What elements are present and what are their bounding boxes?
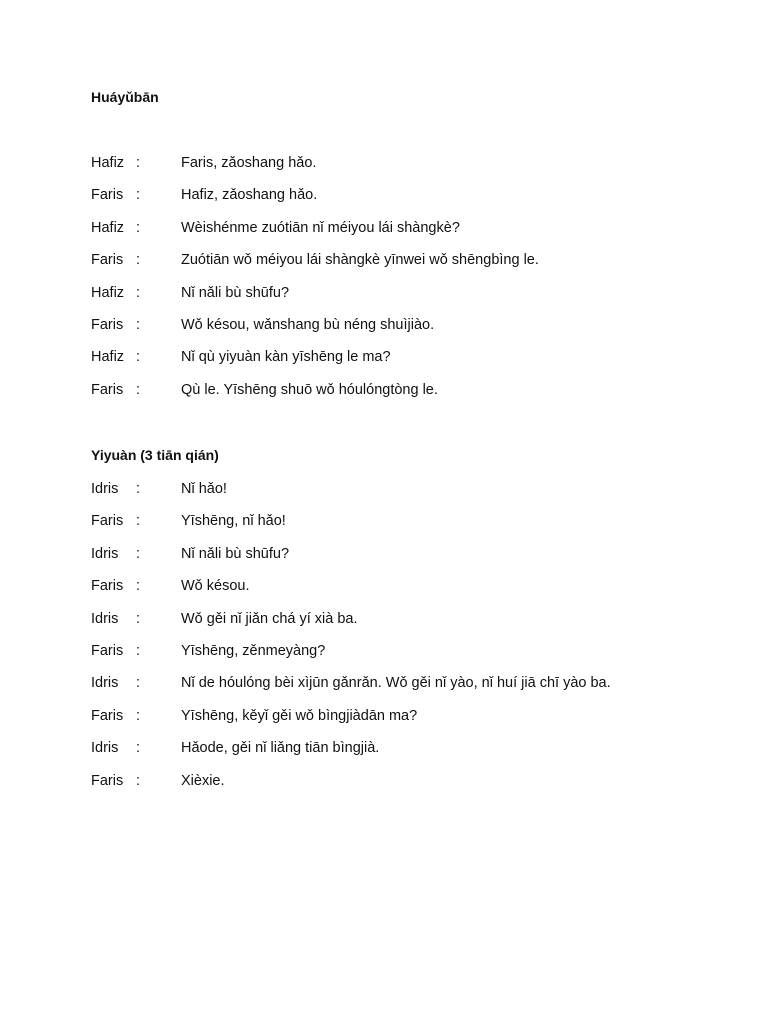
dialogue-line: [0, 248, 768, 280]
utterance-text: Yīshēng, kěyǐ gěi wǒ bìngjiàdān ma?: [181, 707, 418, 724]
utterance-text: Hafiz, zǎoshang hǎo.: [181, 187, 318, 204]
separator: :: [136, 642, 141, 659]
speaker-name: Hafiz: [91, 284, 125, 301]
dialogue-line: [0, 704, 768, 736]
utterance-text: Faris, zǎoshang hǎo.: [181, 155, 317, 171]
utterance-text: Wèishénme zuótiān nǐ méiyou lái shàngkè?: [181, 219, 460, 236]
speaker-name: Faris: [91, 252, 124, 269]
section-title: Yiyuàn (3 tiān qián): [91, 447, 219, 463]
dialogue-line: [0, 281, 768, 313]
separator: :: [136, 513, 141, 530]
dialogue-line: [0, 542, 768, 574]
utterance-text: Wǒ gěi nǐ jiǎn chá yí xià ba.: [181, 610, 358, 627]
speaker-name: Faris: [91, 642, 124, 659]
dialogue-line: [0, 345, 768, 377]
separator: :: [136, 545, 141, 562]
utterance-text: Wǒ késou, wǎnshang bù néng shuìjiào.: [181, 316, 435, 333]
dialogue-line: [0, 313, 768, 345]
dialogue-line: [0, 509, 768, 541]
dialogue-line: [0, 378, 768, 410]
speaker-name: Faris: [91, 316, 124, 333]
dialogue-line: [0, 183, 768, 215]
separator: :: [136, 772, 141, 789]
separator: :: [136, 219, 141, 236]
dialogue-line: [0, 736, 768, 768]
utterance-text: Nǐ hǎo!: [181, 481, 227, 497]
dialogue-line: [0, 607, 768, 639]
utterance-text: Nǐ nǎli bù shūfu?: [181, 284, 290, 301]
speaker-name: Faris: [91, 707, 124, 724]
dialogue-line: [0, 216, 768, 248]
speaker-name: Faris: [91, 381, 124, 398]
dialogue-line: [0, 477, 768, 509]
section-title: Huáyǔbān: [91, 89, 159, 105]
utterance-text: Zuótiān wǒ méiyou lái shàngkè yīnwei wǒ shēngbìng le.: [181, 252, 539, 269]
separator: :: [136, 707, 141, 724]
utterance-text: Hǎode, gěi nǐ liǎng tiān bìngjià.: [181, 740, 380, 757]
separator: :: [136, 284, 141, 301]
separator: :: [136, 252, 141, 269]
dialogue-line: [0, 151, 768, 183]
separator: :: [136, 578, 141, 595]
speaker-name: Idris: [91, 481, 119, 497]
speaker-name: Idris: [91, 740, 119, 757]
separator: :: [136, 675, 141, 692]
speaker-name: Faris: [91, 187, 124, 204]
utterance-text: Xièxie.: [181, 772, 225, 789]
speaker-name: Hafiz: [91, 155, 125, 171]
dialogue-section-2: [0, 477, 768, 801]
separator: :: [136, 187, 141, 204]
utterance-text: Nǐ nǎli bù shūfu?: [181, 545, 290, 562]
dialogue-line: [0, 769, 768, 801]
utterance-text: Yīshēng, nǐ hǎo!: [181, 513, 286, 530]
separator: :: [136, 155, 141, 171]
speaker-name: Faris: [91, 513, 124, 530]
utterance-text: Nǐ de hóulóng bèi xìjūn gǎnrǎn. Wǒ gěi nǐ yào, nǐ huí jiā chī yào ba.: [181, 675, 611, 692]
speaker-name: Idris: [91, 545, 119, 562]
speaker-name: Idris: [91, 610, 119, 627]
separator: :: [136, 349, 141, 366]
separator: :: [136, 381, 141, 398]
speaker-name: Faris: [91, 578, 124, 595]
dialogue-line: [0, 639, 768, 671]
utterance-text: Nǐ qù yiyuàn kàn yīshēng le ma?: [181, 349, 391, 366]
speaker-name: Hafiz: [91, 219, 125, 236]
separator: :: [136, 610, 141, 627]
speaker-name: Faris: [91, 772, 124, 789]
dialogue-line: [0, 671, 768, 703]
speaker-name: Idris: [91, 675, 119, 692]
utterance-text: Wǒ késou.: [181, 578, 250, 595]
speaker-name: Hafiz: [91, 349, 125, 366]
dialogue-section-1: [0, 151, 768, 410]
separator: :: [136, 316, 141, 333]
utterance-text: Yīshēng, zěnmeyàng?: [181, 642, 326, 659]
dialogue-line: [0, 574, 768, 606]
separator: :: [136, 740, 141, 757]
separator: :: [136, 481, 141, 497]
utterance-text: Qù le. Yīshēng shuō wǒ hóulóngtòng le.: [181, 381, 438, 398]
